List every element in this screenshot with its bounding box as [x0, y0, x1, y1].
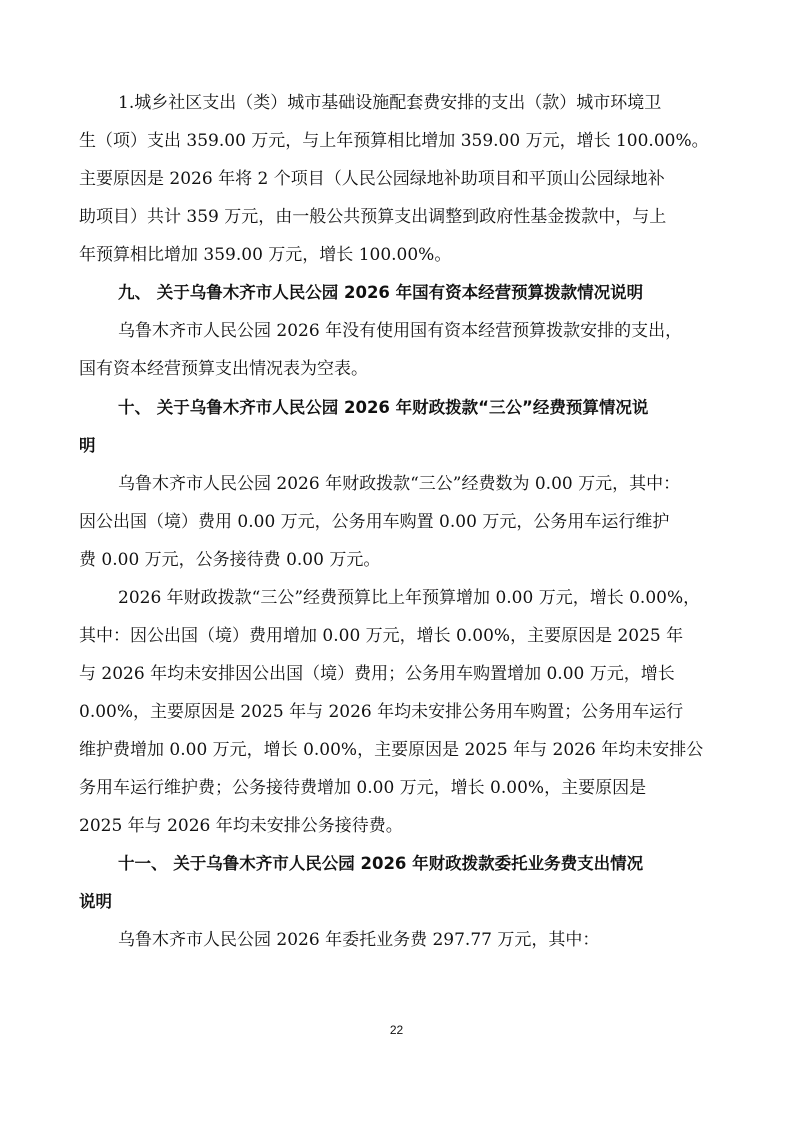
body-text-line: 其中：因公出国（境）费用增加 0.00 万元，增长 0.00%，主要原因是 2025 年 [79, 626, 684, 646]
section-heading-11: 十一、 关于乌鲁木齐市人民公园 2026 年财政拨款委托业务费支出情况 [118, 854, 644, 873]
body-text-line: 务用车运行维护费；公务接待费增加 0.00 万元，增长 0.00%，主要原因是 [79, 778, 647, 798]
body-text-line: 乌鲁木齐市人民公园 2026 年财政拨款“三公”经费数为 0.00 万元，其中： [118, 474, 681, 494]
page-number: 22 [389, 1023, 404, 1037]
body-text-line: 2026 年财政拨款“三公”经费预算比上年预算增加 0.00 万元，增长 0.00%， [118, 588, 701, 608]
body-text-line: 因公出国（境）费用 0.00 万元，公务用车购置 0.00 万元，公务用车运行维护 [79, 512, 670, 532]
body-text-line: 主要原因是 2026 年将 2 个项目（人民公园绿地补助项目和平顶山公园绿地补 [79, 169, 665, 189]
body-text-line: 生（项）支出 359.00 万元，与上年预算相比增加 359.00 万元，增长 100.00%。 [79, 131, 709, 151]
section-heading-9: 九、 关于乌鲁木齐市人民公园 2026 年国有资本经营预算拨款情况说明 [118, 283, 644, 302]
section-heading-10-continued: 明 [79, 436, 96, 455]
body-text-line: 维护费增加 0.00 万元，增长 0.00%，主要原因是 2025 年与 2026 年均未安排公 [79, 740, 704, 760]
body-text-line: 助项目）共计 359 万元，由一般公共预算支出调整到政府性基金拨款中，与上 [79, 207, 667, 227]
body-text-line: 1.城乡社区支出（类）城市基础设施配套费安排的支出（款）城市环境卫 [118, 93, 662, 113]
body-text-line: 0.00%，主要原因是 2025 年与 2026 年均未安排公务用车购置；公务用车运行 [79, 702, 684, 722]
body-text-line: 费 0.00 万元，公务接待费 0.00 万元。 [79, 550, 381, 570]
body-text-line: 乌鲁木齐市人民公园 2026 年委托业务费 297.77 万元，其中： [118, 930, 600, 950]
body-text-line: 与 2026 年均未安排因公出国（境）费用；公务用车购置增加 0.00 万元，增长 [79, 664, 675, 684]
section-heading-11-continued: 说明 [79, 892, 112, 911]
body-text-line: 国有资本经营预算支出情况表为空表。 [79, 359, 368, 379]
body-text-line: 乌鲁木齐市人民公园 2026 年没有使用国有资本经营预算拨款安排的支出， [118, 321, 683, 341]
body-text-line: 2025 年与 2026 年均未安排公务接待费。 [79, 816, 403, 836]
body-text-line: 年预算相比增加 359.00 万元，增长 100.00%。 [79, 245, 452, 265]
section-heading-10: 十、 关于乌鲁木齐市人民公园 2026 年财政拨款“三公”经费预算情况说 [118, 398, 649, 417]
